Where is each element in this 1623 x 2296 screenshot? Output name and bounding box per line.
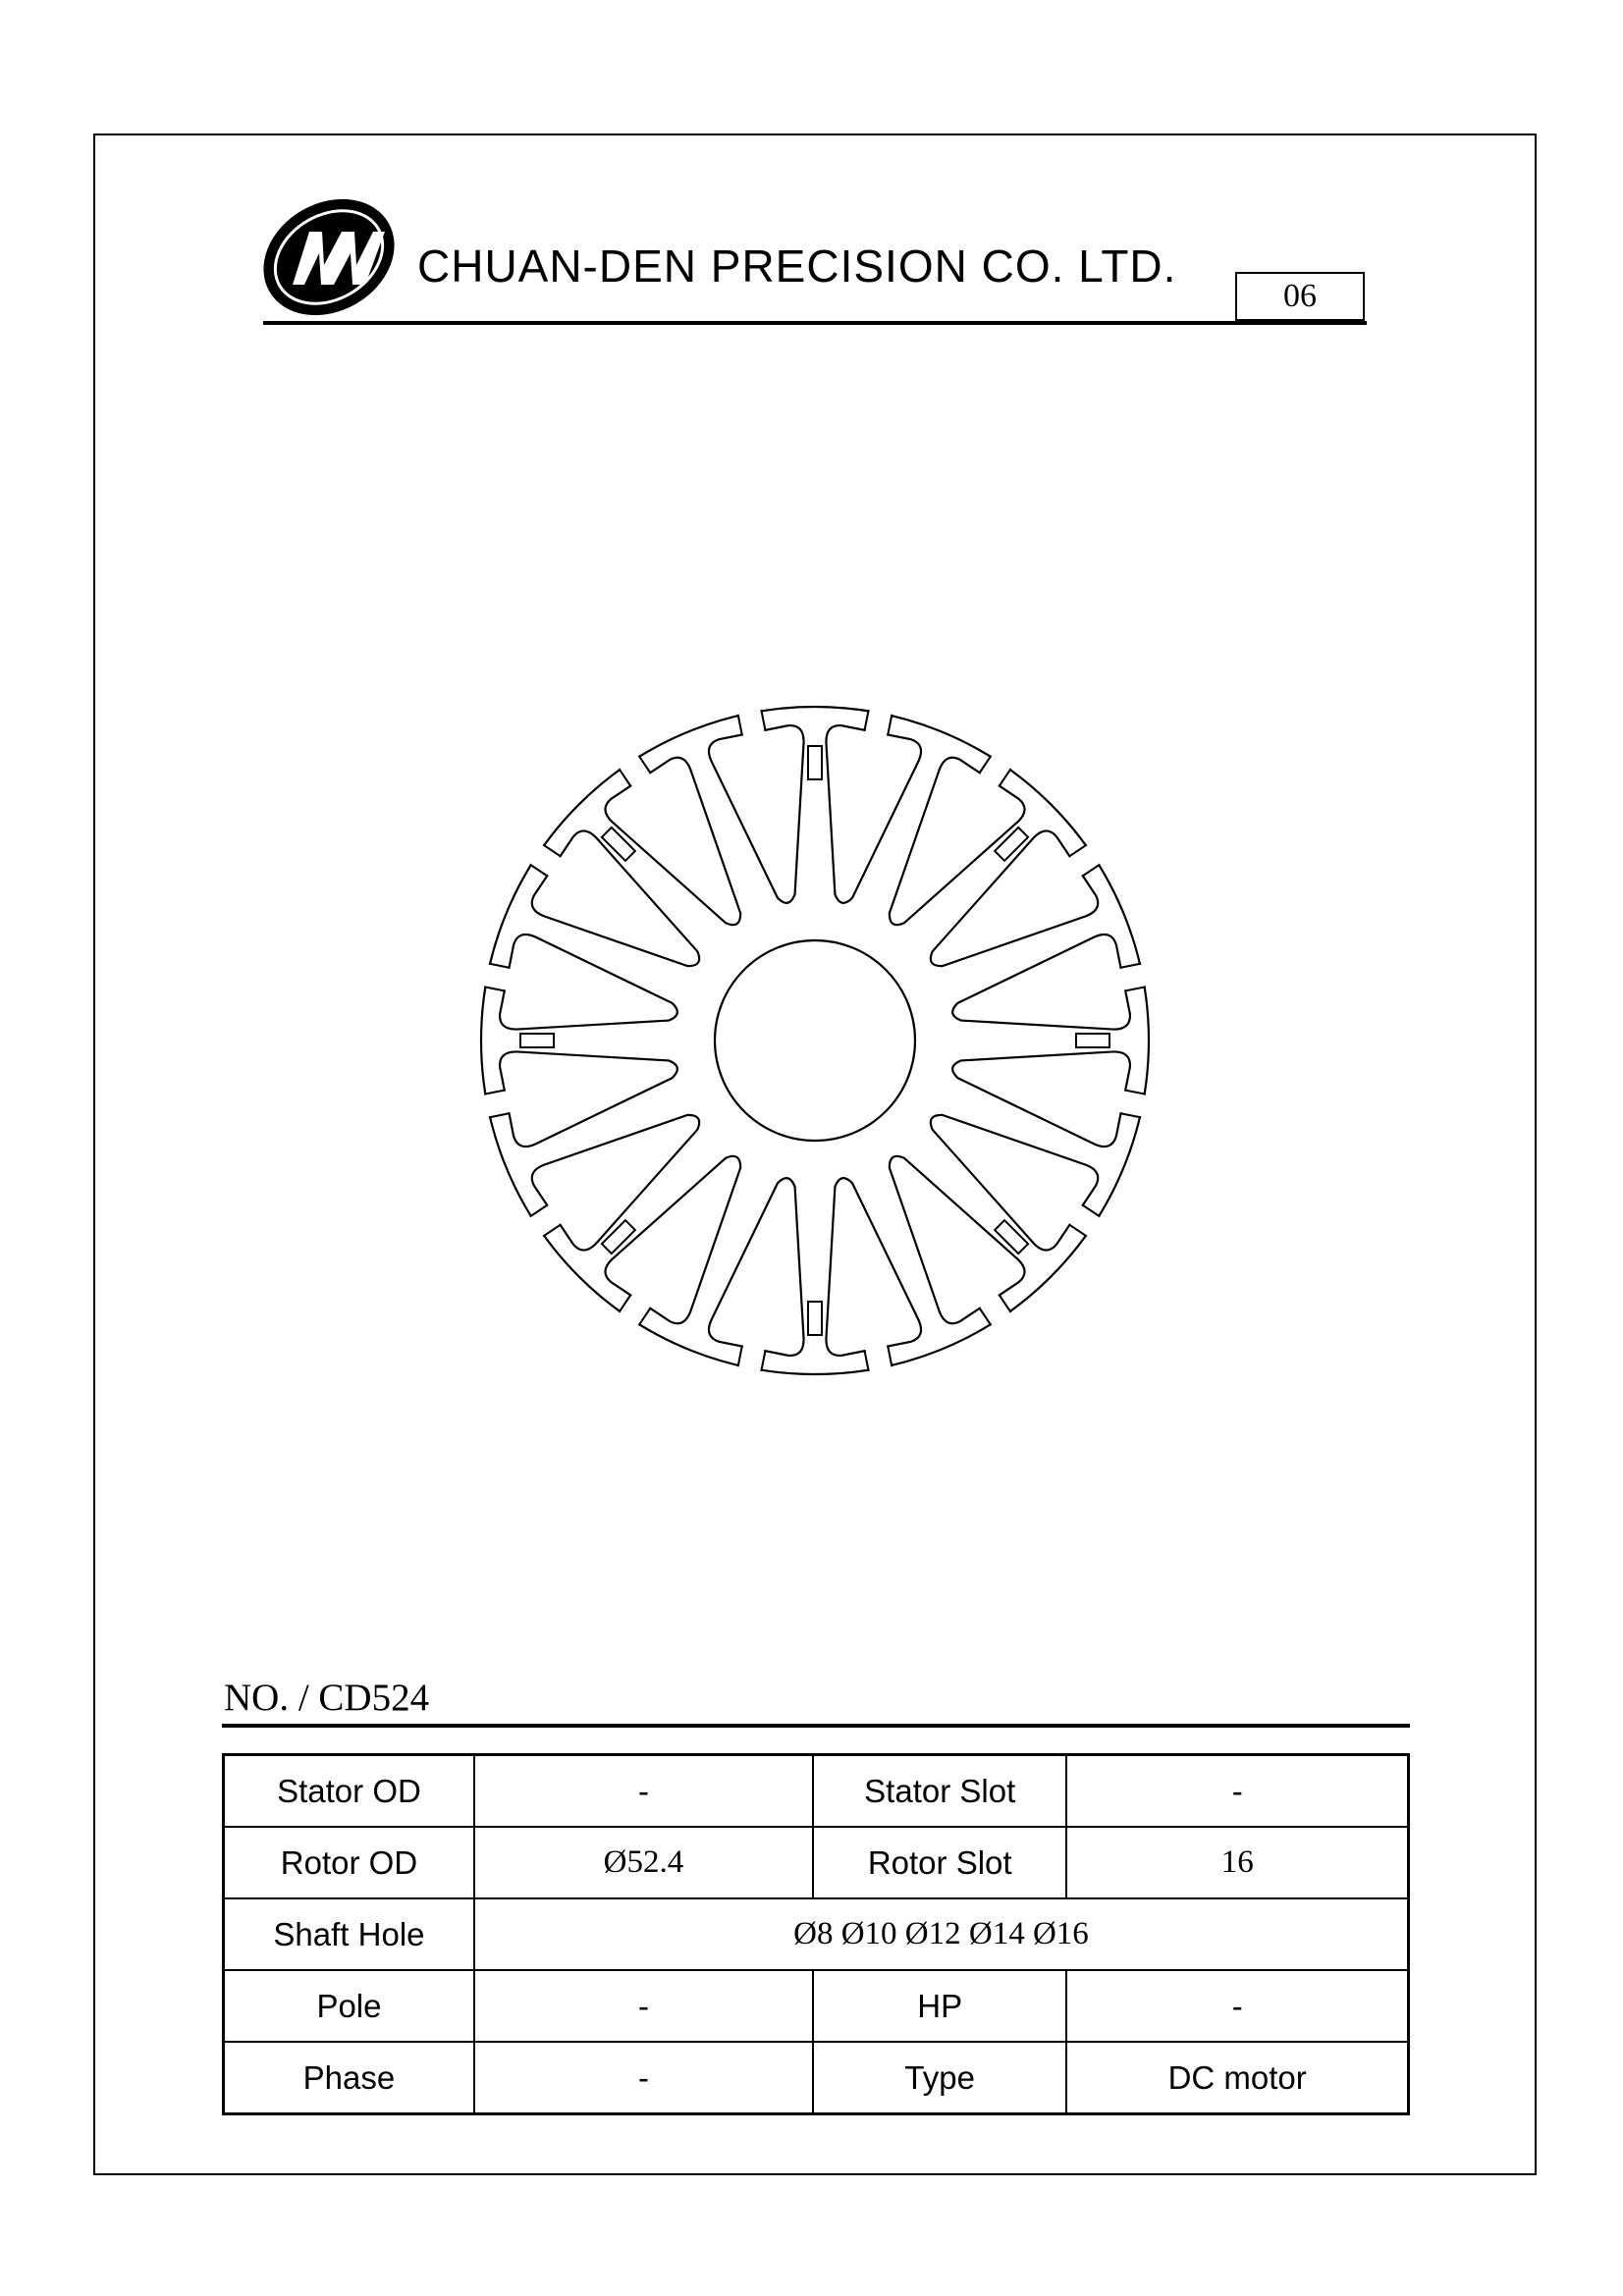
table-row (224, 1898, 1409, 1970)
stator-od-label: Stator OD (224, 1755, 474, 1828)
spec-table (222, 1753, 1410, 2115)
hp-value: - (1066, 1970, 1408, 2042)
slot-opening (738, 1348, 764, 1375)
page-number-box: 06 (1235, 272, 1365, 321)
slot-opening (1122, 964, 1150, 989)
slot-opening (1122, 1092, 1150, 1117)
shaft-hole (715, 940, 915, 1141)
pole-label: Pole (224, 1970, 474, 2042)
slot-opening (480, 964, 508, 989)
shaft-hole-value: Ø8 Ø10 Ø12 Ø14 Ø16 (474, 1898, 1409, 1970)
table-rule (222, 1724, 1410, 1728)
company-logo (255, 194, 403, 320)
stator-slot-value: - (1066, 1755, 1408, 1828)
rotor-slot-value: 16 (1066, 1827, 1408, 1898)
tooth-key-notch (1076, 1034, 1109, 1047)
table-row (224, 2042, 1409, 2114)
type-value: DC motor (1066, 2042, 1408, 2114)
header-rule (263, 321, 1367, 325)
slot-opening (738, 706, 764, 733)
phase-value: - (474, 2042, 813, 2114)
company-name: CHUAN-DEN PRECISION CO. LTD. (417, 240, 1177, 292)
stator-slot-label: Stator Slot (813, 1755, 1066, 1828)
rotor-slot-label: Rotor Slot (813, 1827, 1066, 1898)
table-row (224, 1970, 1409, 2042)
rotor-lamination-drawing (461, 687, 1168, 1394)
table-row (224, 1755, 1409, 1828)
rotor-od-label: Rotor OD (224, 1827, 474, 1898)
slot-opening (866, 1348, 892, 1375)
type-label: Type (813, 2042, 1066, 2114)
rotor-od-value: Ø52.4 (474, 1827, 813, 1898)
shaft-hole-label: Shaft Hole (224, 1898, 474, 1970)
slot-opening (866, 706, 892, 733)
hp-label: HP (813, 1970, 1066, 2042)
tooth-key-notch (808, 746, 822, 779)
part-number: NO. / CD524 (224, 1677, 430, 1719)
tooth-key-notch (808, 1302, 822, 1335)
table-row (224, 1827, 1409, 1898)
pole-value: - (474, 1970, 813, 2042)
slot-opening (480, 1092, 508, 1117)
stator-od-value: - (474, 1755, 813, 1828)
tooth-key-notch (520, 1034, 554, 1047)
phase-label: Phase (224, 2042, 474, 2114)
